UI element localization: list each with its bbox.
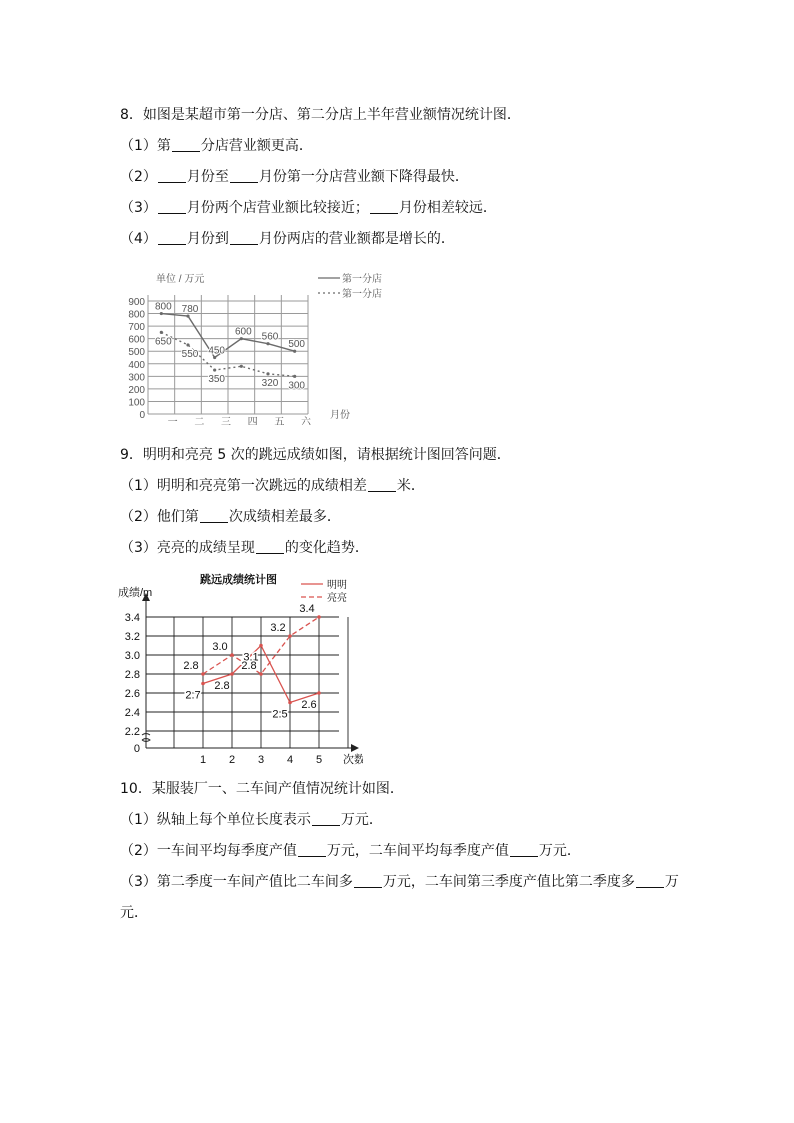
data-label: 780	[181, 304, 199, 316]
question-9-stem: 9．明明和亮亮 5 次的跳远成绩如图，请根据统计图回答问题．	[120, 447, 511, 463]
part-text: （1）明明和亮亮第一次跳远的成绩相差	[120, 478, 367, 494]
data-point	[317, 691, 321, 695]
y-tick-label: 600	[128, 334, 145, 346]
part-text: 月份两个店营业额比较接近；	[186, 200, 369, 216]
part-text: 月份相差较远．	[398, 200, 497, 216]
answer-blank[interactable]	[230, 231, 258, 245]
part-text: （4）	[120, 231, 157, 247]
y-tick-label: 300	[128, 372, 145, 384]
data-label: 3.1	[243, 651, 259, 664]
part-text: （2）他们第	[120, 509, 199, 525]
question-10-part-1	[120, 811, 383, 829]
part-text: （2）一车间平均每季度产值	[120, 843, 297, 859]
data-point	[317, 615, 321, 619]
legend-label: 明明	[327, 580, 347, 591]
y-tick-label: 2.4	[124, 707, 140, 719]
legend-label: 第一分店	[342, 289, 382, 300]
y-tick-label: 800	[128, 309, 145, 321]
data-point	[293, 375, 296, 378]
part-text: 万元，二车间第三季度产值比第二季度多	[382, 874, 635, 890]
x-tick-label: 三	[221, 417, 231, 425]
data-point	[230, 653, 234, 657]
y-tick-label: 3.2	[124, 631, 140, 643]
question-10-part-2	[120, 842, 581, 860]
data-label: 500	[288, 339, 306, 351]
x-axis-arrow	[351, 744, 359, 752]
data-label: 320	[261, 377, 279, 389]
y-tick-label: 2.2	[124, 726, 140, 738]
part-text: 月份第一分店营业额下降得最快．	[258, 169, 469, 185]
data-point	[186, 343, 189, 346]
data-label: 550	[181, 348, 199, 360]
data-label: 600	[234, 326, 252, 338]
legend-label: 第一分店	[342, 274, 382, 285]
y-axis-label: 单位 / 万元	[156, 274, 205, 285]
chart-title: 跳远成绩统计图	[200, 574, 277, 586]
data-label: 800	[154, 301, 172, 313]
data-point	[213, 368, 216, 371]
data-point	[201, 672, 205, 676]
answer-blank[interactable]	[158, 200, 186, 214]
x-tick-label: 四	[247, 417, 258, 425]
y-tick-label: 900	[128, 297, 145, 308]
data-point	[240, 365, 243, 368]
data-label: 2.5	[272, 708, 288, 721]
part-text: 万元，二车间平均每季度产值	[326, 843, 509, 859]
part-text: （1）纵轴上每个单位长度表示	[120, 812, 311, 828]
data-label: 650	[154, 336, 172, 348]
question-9-part-3	[120, 539, 369, 557]
part-text: 月份至	[186, 169, 229, 185]
y-tick-label: 2.6	[124, 688, 140, 700]
part-text: （1）第	[120, 138, 171, 154]
part-text: （3）第二季度一车间产值比二车间多	[120, 874, 353, 890]
data-point	[288, 634, 292, 638]
y-tick-label: 3.0	[124, 650, 140, 662]
data-label: 2.8	[241, 660, 257, 672]
legend-label: 亮亮	[327, 593, 347, 604]
chart-store-revenue	[118, 265, 390, 425]
answer-blank[interactable]	[172, 138, 200, 152]
y-tick-label: 500	[128, 347, 145, 359]
x-tick-label: 2	[228, 754, 236, 765]
question-10-part-3-continued	[120, 904, 148, 922]
question-8-part-1	[120, 137, 313, 155]
question-8-part-4	[120, 230, 455, 248]
data-label: 3.2	[270, 622, 286, 634]
part-text: 米．	[396, 478, 425, 494]
data-label: 2.7	[185, 689, 201, 702]
x-tick-label: 二	[194, 417, 205, 425]
question-9-part-1	[120, 477, 425, 495]
part-text: 月份到	[186, 231, 229, 247]
y-tick-label: 2.8	[124, 669, 140, 681]
data-point	[259, 672, 263, 676]
answer-blank[interactable]	[158, 169, 186, 183]
answer-blank[interactable]	[158, 231, 186, 245]
y-tick-label: 400	[128, 359, 145, 371]
data-point	[201, 682, 205, 686]
part-text: 万	[664, 874, 679, 890]
y-tick-label: 100	[128, 397, 145, 409]
part-text: （2）	[120, 169, 157, 185]
data-label: 450	[208, 345, 226, 357]
x-axis-label: 次数	[343, 754, 363, 765]
part-text: 元．	[120, 905, 148, 921]
x-tick-label: 3	[257, 754, 265, 765]
data-point	[259, 644, 263, 648]
data-label: 2.8	[214, 680, 230, 692]
chart-long-jump	[118, 570, 363, 765]
answer-blank[interactable]	[510, 843, 538, 857]
y-tick-label: 700	[128, 322, 145, 334]
question-10-stem: 10．某服装厂一、二车间产值情况统计如图．	[120, 781, 404, 797]
x-tick-label: 5	[315, 754, 323, 765]
y-tick-label: 0	[139, 410, 145, 421]
part-text: 月份两店的营业额都是增长的．	[258, 231, 455, 247]
part-text: 的变化趋势．	[284, 540, 369, 556]
question-8-part-2	[120, 168, 469, 186]
data-point	[266, 372, 269, 375]
y-axis-label: 成绩/m	[118, 587, 153, 599]
question-9-part-2	[120, 508, 341, 526]
answer-blank[interactable]	[230, 169, 258, 183]
answer-blank[interactable]	[256, 540, 284, 554]
data-label: 350	[208, 374, 226, 386]
x-tick-label: 一	[167, 417, 178, 425]
part-text: 万元．	[340, 812, 383, 828]
part-text: 万元．	[538, 843, 581, 859]
answer-blank[interactable]	[312, 812, 340, 826]
data-label: 3.0	[212, 641, 228, 653]
part-text: 次成绩相差最多．	[228, 509, 341, 525]
data-point	[288, 701, 292, 705]
part-text: 分店营业额更高．	[200, 138, 313, 154]
data-point	[230, 672, 234, 676]
x-tick-label: 4	[286, 754, 294, 765]
data-label: 560	[261, 331, 279, 343]
answer-blank[interactable]	[370, 200, 398, 214]
question-10-part-3	[120, 873, 679, 891]
part-text: （3）	[120, 200, 157, 216]
data-label: 2.6	[301, 699, 317, 711]
part-text: （3）亮亮的成绩呈现	[120, 540, 255, 556]
data-label: 2.8	[183, 660, 199, 672]
y-tick-label: 200	[128, 384, 145, 396]
data-point	[160, 331, 163, 334]
answer-blank[interactable]	[354, 874, 382, 888]
question-8-part-3	[120, 199, 497, 217]
data-label: 300	[288, 380, 306, 392]
data-label: 3.4	[299, 603, 315, 615]
question-8-stem: 8．如图是某超市第一分店、第二分店上半年营业额情况统计图．	[120, 107, 521, 123]
x-tick-label: 五	[274, 417, 285, 425]
answer-blank[interactable]	[298, 843, 326, 857]
y-tick-label: 0	[133, 743, 140, 755]
x-tick-label: 六	[301, 417, 311, 425]
y-tick-label: 3.4	[124, 612, 140, 624]
answer-blank[interactable]	[636, 874, 664, 888]
answer-blank[interactable]	[200, 509, 228, 523]
x-tick-label: 1	[199, 754, 207, 765]
x-axis-label: 月份	[330, 410, 350, 421]
answer-blank[interactable]	[368, 478, 396, 492]
